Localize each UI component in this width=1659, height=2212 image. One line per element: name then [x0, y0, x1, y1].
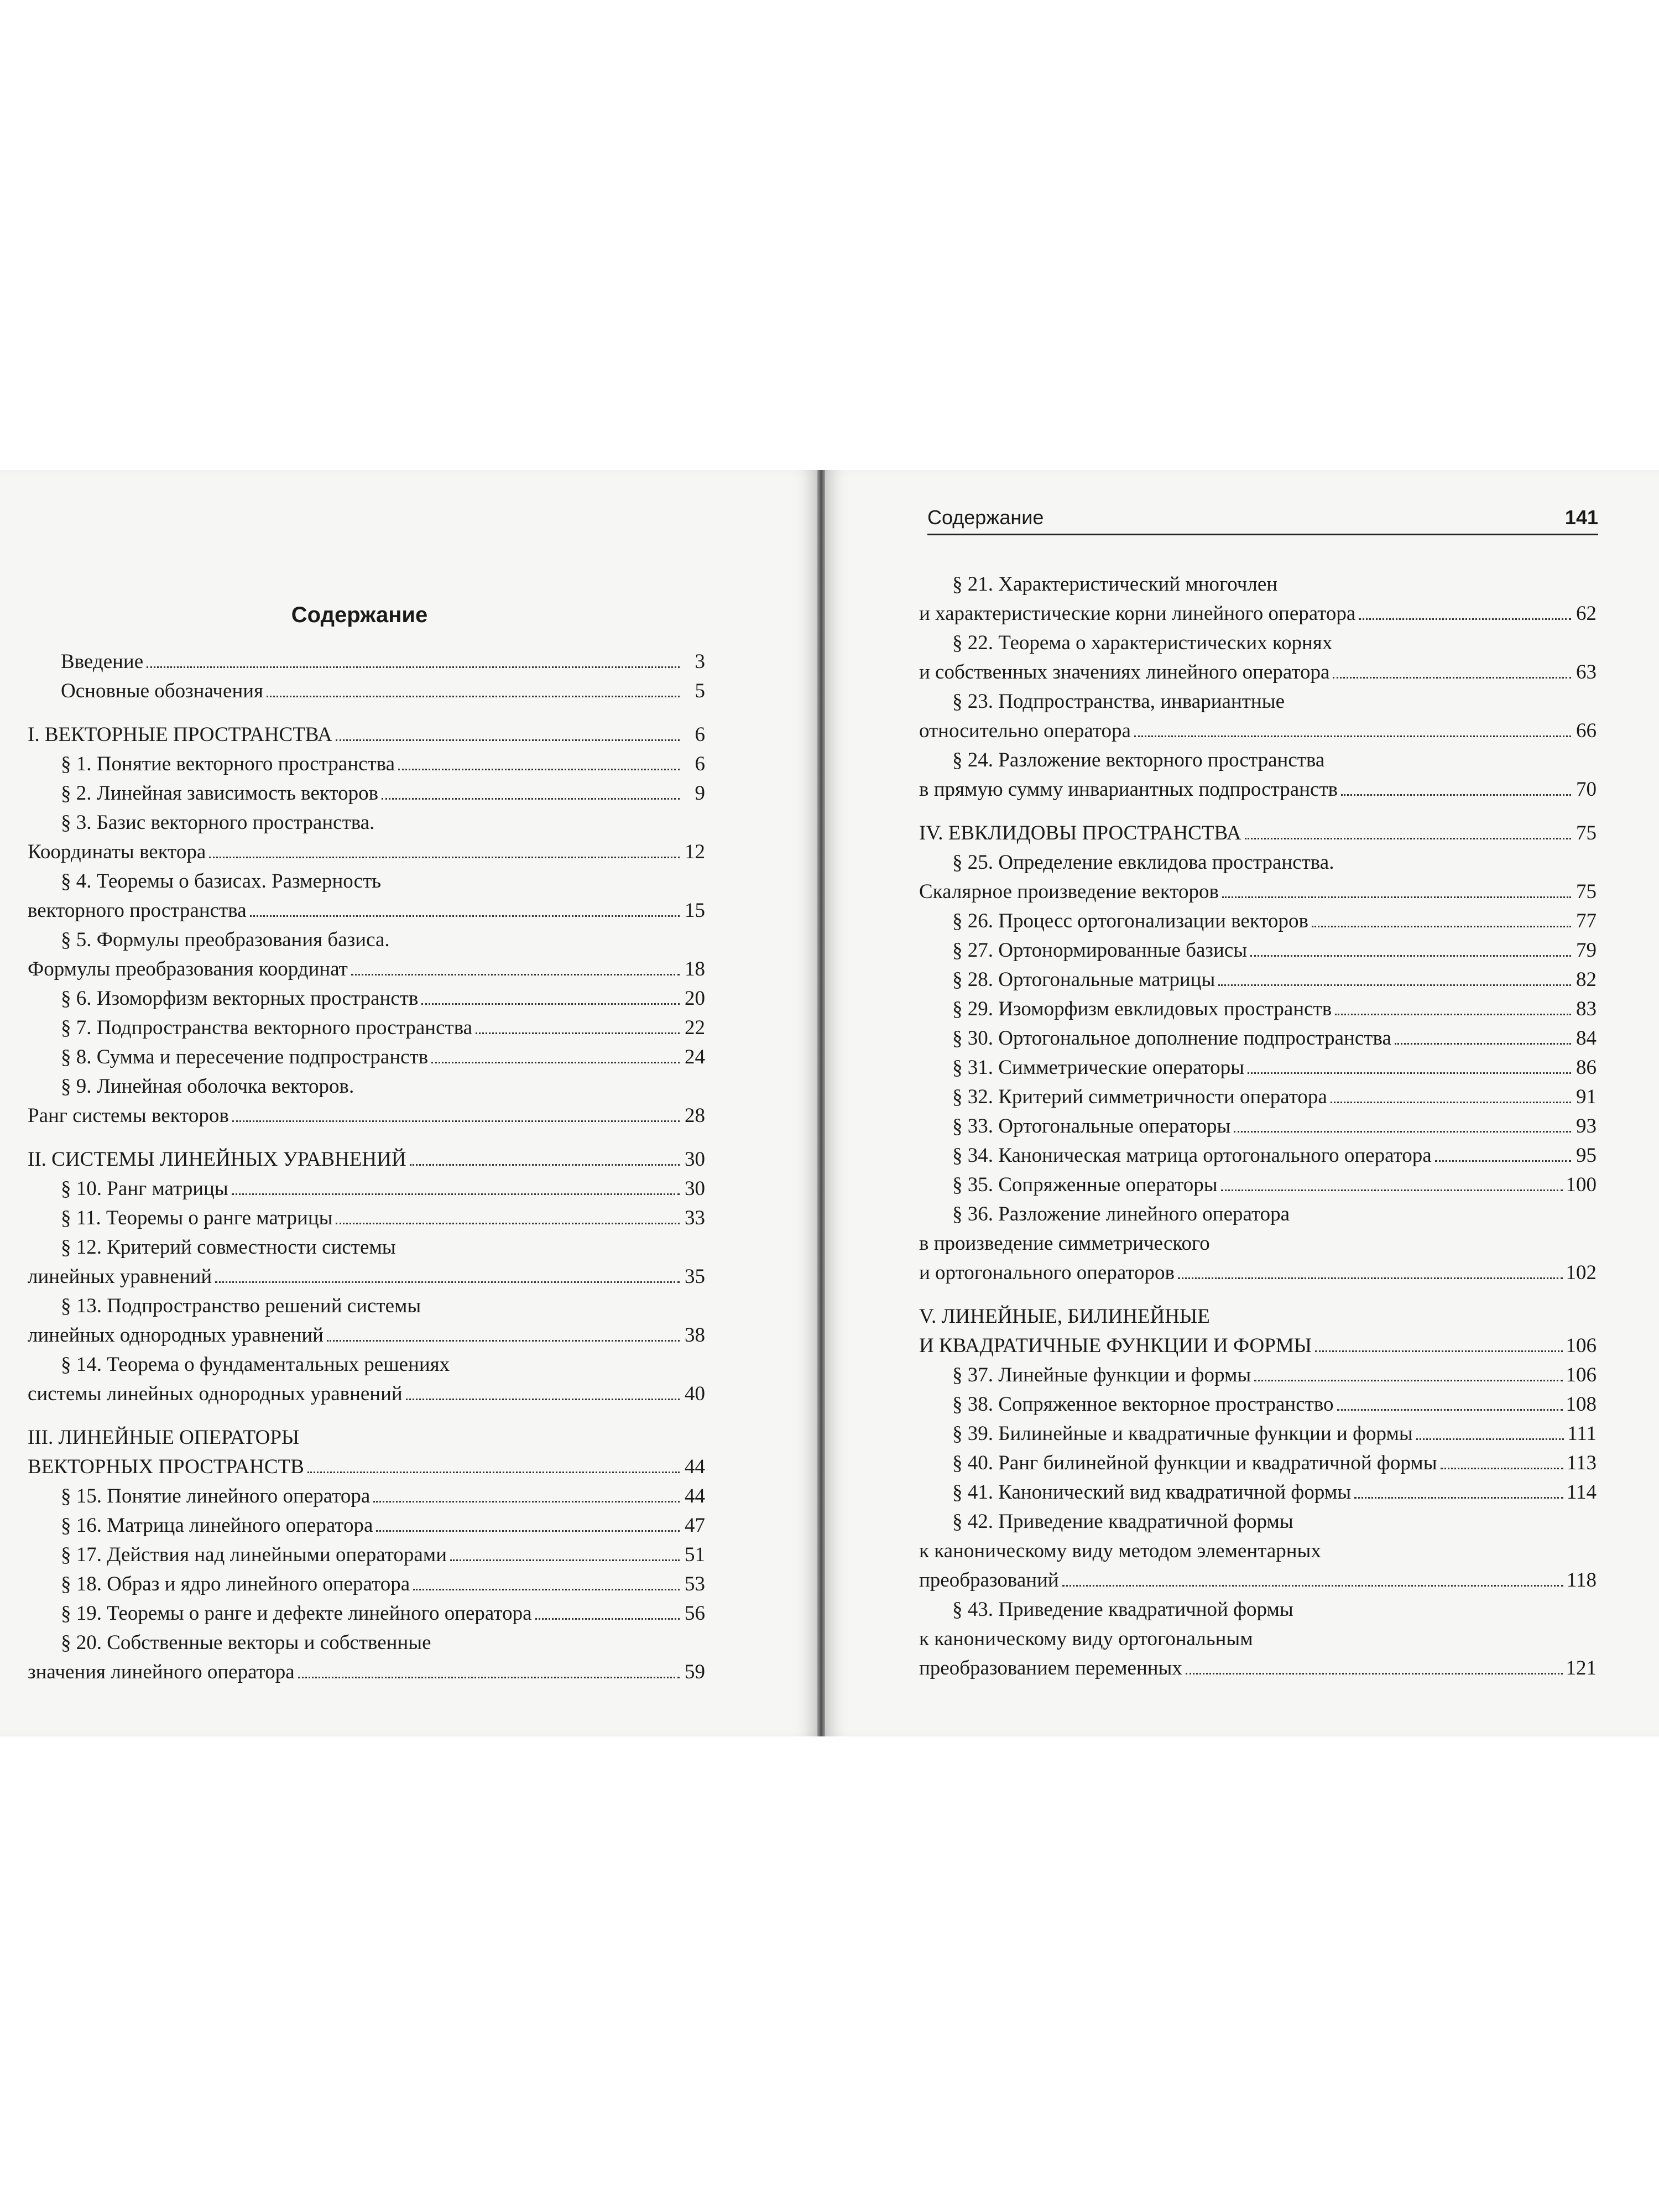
toc-entry-text: § 25. Определение евклидова пространства.: [952, 851, 1334, 874]
toc-section-entry: [919, 745, 1597, 804]
toc-section-entry: [28, 1042, 705, 1072]
toc-entry-text: Ранг системы векторов: [28, 1104, 229, 1127]
toc-section-entry: [28, 984, 705, 1013]
toc-section-entry: [28, 867, 705, 925]
dot-leader: [1312, 919, 1571, 927]
toc-entry-text: § 6. Изоморфизм векторных пространств: [61, 987, 419, 1010]
toc-page-ref: 106: [1566, 1334, 1597, 1357]
toc-entry-text: Введение: [61, 650, 144, 673]
toc-entry-text: Координаты вектора: [28, 841, 206, 863]
dot-leader: [413, 1582, 680, 1590]
toc-entry-text: § 29. Изоморфизм евклидовых пространств: [952, 998, 1332, 1020]
toc-entry-text: в произведение симметрического: [919, 1232, 1210, 1255]
toc-entry-text: § 17. Действия над линейными операторами: [61, 1543, 447, 1566]
dot-leader: [1359, 612, 1571, 620]
toc-entry-text: III. ЛИНЕЙНЫЕ ОПЕРАТОРЫ: [28, 1426, 300, 1449]
toc-page-ref: 56: [685, 1602, 705, 1625]
dot-leader: [1062, 1578, 1563, 1587]
toc-page-ref: 18: [685, 958, 705, 980]
dot-leader: [373, 1494, 680, 1503]
dot-leader: [1221, 1183, 1563, 1191]
toc-page-ref: 113: [1566, 1452, 1597, 1474]
toc-section-entry: [919, 994, 1597, 1024]
toc-entry-text: § 39. Билинейные и квадратичные функции и формы: [952, 1422, 1413, 1445]
dot-leader: [336, 733, 680, 741]
toc-entry-text: II. СИСТЕМЫ ЛИНЕЙНЫХ УРАВНЕНИЙ: [28, 1148, 406, 1171]
dot-leader: [382, 791, 680, 800]
toc-section-entry: [919, 1419, 1597, 1448]
toc-page-ref: 95: [1576, 1144, 1597, 1167]
toc-entry-text: Основные обозначения: [61, 680, 264, 702]
toc-page-ref: 53: [685, 1573, 705, 1595]
toc-entry-text: относительно оператора: [919, 719, 1131, 742]
toc-page-ref: 40: [685, 1383, 705, 1405]
toc-chapter-entry: [28, 1145, 705, 1174]
dot-leader: [1250, 948, 1571, 957]
toc-entry-text: § 22. Теорема о характеристических корнях: [952, 632, 1333, 654]
toc-section-entry: [919, 906, 1597, 936]
toc-entry-text: § 1. Понятие векторного пространства: [61, 753, 395, 775]
toc-entry-text: § 31. Симметрические операторы: [952, 1056, 1244, 1079]
toc-entry-text: И КВАДРАТИЧНЫЕ ФУНКЦИИ И ФОРМЫ: [919, 1334, 1312, 1357]
toc-page-ref: 108: [1566, 1393, 1597, 1416]
toc-page-ref: 15: [685, 899, 705, 922]
dot-leader: [351, 967, 680, 975]
dot-leader: [215, 1275, 680, 1283]
toc-section-entry: [919, 687, 1597, 745]
dot-leader: [1416, 1432, 1564, 1440]
toc-entry-text: § 26. Процесс ортогонализации векторов: [952, 910, 1308, 932]
toc-entry-text: § 23. Подпространства, инвариантные: [952, 690, 1285, 713]
dot-leader: [1337, 1402, 1563, 1411]
toc-page-ref: 33: [685, 1207, 705, 1229]
toc-entry-text: § 30. Ортогональное дополнение подпространства: [952, 1027, 1391, 1050]
right-page: [825, 470, 1659, 1736]
toc-entry-text: § 16. Матрица линейного оператора: [61, 1514, 373, 1537]
toc-page-ref: 28: [685, 1104, 705, 1127]
dot-leader: [476, 1026, 680, 1034]
toc-section-entry: [28, 1174, 705, 1203]
toc-entry-text: § 5. Формулы преобразования базиса.: [61, 928, 390, 951]
toc-entry-text: § 27. Ортонормированные базисы: [952, 939, 1248, 962]
dot-leader: [1341, 787, 1571, 796]
toc-entry-text: § 8. Сумма и пересечение подпространств: [61, 1046, 429, 1068]
toc-section-entry: [919, 1053, 1597, 1082]
toc-section-entry: [28, 676, 705, 706]
toc-entry-text: векторного пространства: [28, 899, 247, 922]
toc-entry-text: § 15. Понятие линейного оператора: [61, 1485, 371, 1507]
toc-section-entry: [919, 1112, 1597, 1141]
toc-entry-text: § 43. Приведение квадратичной формы: [952, 1598, 1293, 1621]
toc-entry-text: значения линейного оператора: [28, 1661, 295, 1683]
toc-page-ref: 5: [695, 680, 705, 702]
toc-entry-text: § 13. Подпространство решений системы: [61, 1295, 421, 1317]
dot-leader: [1335, 1007, 1571, 1015]
dot-leader: [327, 1333, 680, 1342]
toc-page-ref: 51: [685, 1543, 705, 1566]
toc-section-entry: [919, 628, 1597, 687]
toc-entry-text: § 28. Ортогональные матрицы: [952, 968, 1215, 991]
toc-section-entry: [919, 1170, 1597, 1199]
toc-section-entry: [28, 749, 705, 779]
toc-page-ref: 30: [685, 1177, 705, 1200]
toc-section-entry: [919, 1507, 1597, 1595]
toc-entry-text: системы линейных однородных уравнений: [28, 1383, 403, 1405]
toc-entry-text: § 19. Теоремы о ранге и дефекте линейного оператора: [61, 1602, 532, 1625]
toc-section-entry: [28, 1599, 705, 1628]
toc-entry-text: ВЕКТОРНЫХ ПРОСТРАНСТВ: [28, 1455, 304, 1478]
toc-page-ref: 47: [685, 1514, 705, 1537]
toc-page-ref: 118: [1566, 1569, 1597, 1592]
dot-leader: [298, 1670, 680, 1678]
toc-entry-text: § 18. Образ и ядро линейного оператора: [61, 1573, 410, 1595]
toc-entry-text: § 11. Теоремы о ранге матрицы: [61, 1207, 333, 1229]
page-number: 141: [1564, 506, 1598, 529]
toc-entry-text: и собственных значениях линейного оператора: [919, 661, 1330, 684]
toc-section-entry: [919, 1448, 1597, 1478]
dot-leader: [421, 997, 680, 1005]
toc-entry-text: § 32. Критерий симметричности оператора: [952, 1086, 1327, 1108]
toc-section-entry: [919, 1360, 1597, 1390]
toc-page-ref: 66: [1576, 719, 1597, 742]
dot-leader: [1395, 1036, 1571, 1045]
toc-entry-text: § 33. Ортогональные операторы: [952, 1115, 1231, 1138]
toc-entry-text: § 21. Характеристический многочлен: [952, 573, 1278, 596]
toc-section-entry: [919, 1390, 1597, 1419]
dot-leader: [267, 689, 680, 697]
toc-entry-text: § 20. Собственные векторы и собственные: [61, 1631, 431, 1654]
toc-entry-text: § 4. Теоремы о базисах. Размерность: [61, 870, 382, 893]
toc-entry-text: § 36. Разложение линейного оператора: [952, 1203, 1290, 1225]
toc-section-entry: [919, 1141, 1597, 1170]
toc-entry-text: § 40. Ранг билинейной функции и квадратичной формы: [952, 1452, 1437, 1474]
toc-entry-text: преобразованием переменных: [919, 1657, 1182, 1679]
toc-page-ref: 12: [685, 841, 705, 863]
toc-entry-text: § 41. Канонический вид квадратичной формы: [952, 1481, 1352, 1504]
toc-entry-text: Скалярное произведение векторов: [919, 880, 1219, 903]
toc-page-ref: 9: [695, 782, 705, 805]
toc-entry-text: § 12. Критерий совместности системы: [61, 1236, 396, 1259]
dot-leader: [336, 1216, 680, 1224]
toc-section-entry: [919, 848, 1597, 906]
dot-leader: [1331, 1095, 1571, 1103]
dot-leader: [450, 1553, 680, 1561]
dot-leader: [1248, 1066, 1571, 1074]
dot-leader: [1178, 1271, 1562, 1279]
toc-section-entry: [919, 1199, 1597, 1287]
toc-page-ref: 93: [1576, 1115, 1597, 1138]
toc-entry-text: § 35. Сопряженные операторы: [952, 1173, 1218, 1196]
toc-list-left: [28, 647, 705, 1687]
toc-page-ref: 20: [685, 987, 705, 1010]
toc-entry-text: § 38. Сопряженное векторное пространство: [952, 1393, 1334, 1416]
toc-page-ref: 35: [685, 1265, 705, 1288]
dot-leader: [1354, 1490, 1563, 1499]
dot-leader: [406, 1392, 680, 1400]
toc-entry-text: Формулы преобразования координат: [28, 958, 348, 980]
dot-leader: [1222, 890, 1571, 898]
toc-entry-text: § 42. Приведение квадратичной формы: [952, 1510, 1293, 1533]
toc-page-ref: 30: [685, 1148, 705, 1171]
dot-leader: [1245, 831, 1571, 839]
toc-chapter-entry: [28, 720, 705, 749]
toc-entry-text: § 3. Базис векторного пространства.: [61, 811, 375, 834]
dot-leader: [232, 1187, 680, 1195]
toc-page-ref: 77: [1576, 910, 1597, 932]
toc-section-entry: [28, 808, 705, 867]
toc-page-ref: 83: [1576, 998, 1597, 1020]
toc-page-ref: 6: [695, 723, 705, 746]
toc-page-ref: 91: [1576, 1086, 1597, 1108]
toc-entry-text: § 14. Теорема о фундаментальных решениях: [61, 1353, 450, 1376]
toc-section-entry: [28, 1511, 705, 1540]
toc-entry-text: I. ВЕКТОРНЫЕ ПРОСТРАНСТВА: [28, 723, 332, 746]
toc-page-ref: 84: [1576, 1027, 1597, 1050]
toc-section-entry: [28, 1013, 705, 1042]
toc-entry-text: и ортогонального операторов: [919, 1261, 1175, 1284]
toc-page-ref: 75: [1576, 880, 1597, 903]
toc-page-ref: 44: [685, 1485, 705, 1507]
dot-leader: [307, 1465, 680, 1473]
toc-section-entry: [919, 965, 1597, 994]
toc-section-entry: [919, 1595, 1597, 1683]
dot-leader: [209, 850, 680, 858]
toc-entry-text: преобразований: [919, 1569, 1059, 1592]
toc-chapter-entry: [919, 1302, 1597, 1360]
dot-leader: [1254, 1373, 1562, 1381]
toc-page-ref: 70: [1576, 778, 1597, 801]
toc-entry-text: § 34. Каноническая матрица ортогонального оператора: [952, 1144, 1432, 1167]
toc-page-ref: 44: [685, 1455, 705, 1478]
dot-leader: [1435, 1154, 1571, 1162]
toc-section-entry: [28, 925, 705, 984]
toc-entry-text: и характеристические корни линейного оператора: [919, 602, 1356, 625]
toc-entry-text: к каноническому виду методом элементарных: [919, 1540, 1321, 1562]
toc-page-ref: 102: [1566, 1261, 1597, 1284]
running-header: [927, 500, 1598, 535]
toc-section-entry: [28, 647, 705, 676]
dot-leader: [1218, 978, 1571, 986]
left-page: [0, 470, 817, 1736]
toc-entry-text: § 7. Подпространства векторного пространства: [61, 1016, 473, 1039]
toc-entry-text: § 2. Линейная зависимость векторов: [61, 782, 379, 805]
toc-section-entry: [919, 1082, 1597, 1112]
toc-entry-text: § 9. Линейная оболочка векторов.: [61, 1075, 354, 1098]
dot-leader: [250, 909, 680, 917]
toc-section-entry: [28, 1540, 705, 1569]
toc-section-entry: [28, 1350, 705, 1408]
toc-page-ref: 86: [1576, 1056, 1597, 1079]
toc-page-ref: 38: [685, 1324, 705, 1347]
toc-entry-text: к каноническому виду ортогональным: [919, 1627, 1253, 1650]
toc-section-entry: [919, 1478, 1597, 1507]
dot-leader: [410, 1157, 680, 1166]
dot-leader: [535, 1611, 680, 1620]
toc-chapter-entry: [919, 818, 1597, 848]
toc-entry-text: в прямую сумму инвариантных подпространств: [919, 778, 1338, 801]
toc-section-entry: [28, 1628, 705, 1687]
toc-list-right: [919, 570, 1597, 1683]
dot-leader: [232, 1114, 680, 1122]
book-gutter: [817, 470, 825, 1736]
toc-page-ref: 114: [1566, 1481, 1597, 1504]
running-header-title: Содержание: [927, 506, 1044, 529]
toc-chapter-entry: [28, 1423, 705, 1481]
toc-entry-text: IV. ЕВКЛИДОВЫ ПРОСТРАНСТВА: [919, 822, 1241, 844]
toc-title: Содержание: [291, 603, 428, 627]
dot-leader: [431, 1055, 680, 1063]
toc-page-ref: 3: [695, 650, 705, 673]
dot-leader: [147, 660, 680, 668]
toc-page-ref: 75: [1576, 822, 1597, 844]
toc-section-entry: [28, 1291, 705, 1350]
toc-page-ref: 79: [1576, 939, 1597, 962]
toc-page-ref: 100: [1566, 1173, 1597, 1196]
toc-section-entry: [28, 1072, 705, 1130]
toc-section-entry: [919, 936, 1597, 965]
toc-section-entry: [28, 1233, 705, 1291]
toc-section-entry: [28, 1203, 705, 1233]
toc-entry-text: линейных уравнений: [28, 1265, 212, 1288]
toc-section-entry: [28, 1481, 705, 1511]
toc-page-ref: 111: [1567, 1422, 1597, 1445]
toc-entry-text: § 10. Ранг матрицы: [61, 1177, 228, 1200]
toc-page-ref: 24: [685, 1046, 705, 1068]
dot-leader: [1134, 729, 1571, 737]
toc-page-ref: 22: [685, 1016, 705, 1039]
toc-section-entry: [28, 779, 705, 808]
toc-page-ref: 121: [1566, 1657, 1597, 1679]
toc-page-ref: 63: [1576, 661, 1597, 684]
toc-page-ref: 106: [1566, 1364, 1597, 1386]
toc-page-ref: 59: [685, 1661, 705, 1683]
dot-leader: [1441, 1461, 1563, 1469]
dot-leader: [376, 1524, 680, 1532]
toc-entry-text: линейных однородных уравнений: [28, 1324, 324, 1347]
toc-section-entry: [28, 1569, 705, 1599]
toc-page-ref: 6: [695, 753, 705, 775]
dot-leader: [1234, 1124, 1571, 1133]
dot-leader: [1333, 670, 1571, 679]
toc-entry-text: V. ЛИНЕЙНЫЕ, БИЛИНЕЙНЫЕ: [919, 1305, 1210, 1328]
dot-leader: [398, 762, 680, 770]
toc-page-ref: 82: [1576, 968, 1597, 991]
toc-section-entry: [919, 1024, 1597, 1053]
toc-entry-text: § 37. Линейные функции и формы: [952, 1364, 1251, 1386]
toc-section-entry: [919, 570, 1597, 628]
dot-leader: [1186, 1666, 1563, 1674]
toc-page-ref: 62: [1576, 602, 1597, 625]
toc-entry-text: § 24. Разложение векторного пространства: [952, 749, 1325, 771]
dot-leader: [1315, 1344, 1562, 1352]
